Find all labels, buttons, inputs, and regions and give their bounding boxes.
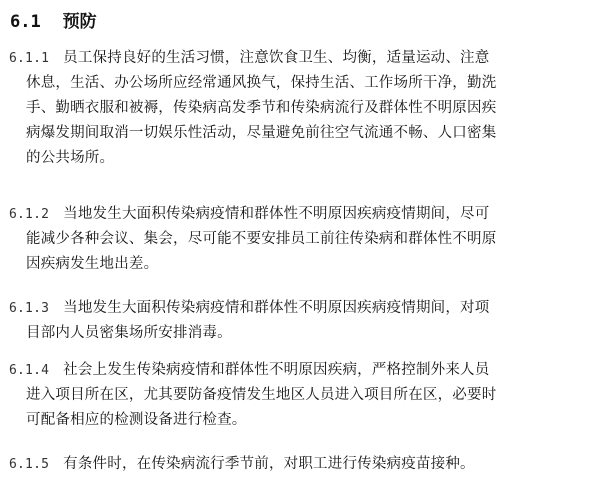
paragraph-line: 进入项目所在区，尤其要防备疫情发生地区人员进入项目所在区，必要时 — [26, 387, 497, 403]
paragraph-number: 6.1.4 — [9, 363, 50, 378]
paragraph-line: 目部内人员密集场所安排消毒。 — [26, 325, 232, 341]
paragraph-line: 能减少各种会议、集会，尽可能不要安排员工前往传染病和群体性不明原 — [26, 231, 497, 247]
paragraph-6-1-1 — [9, 46, 596, 171]
paragraph-line — [9, 202, 596, 227]
paragraph-line — [9, 46, 596, 71]
paragraph-number: 6.1.3 — [9, 301, 50, 316]
paragraph-line: 手、勤晒衣服和被褥，传染病高发季节和传染病流行及群体性不明原因疾 — [26, 100, 497, 116]
paragraph-line: 可配备相应的检测设备进行检查。 — [26, 412, 247, 428]
paragraph-6-1-5 — [9, 452, 596, 477]
paragraph-line: 的公共场所。 — [26, 150, 115, 166]
paragraph-number: 6.1.1 — [9, 51, 50, 66]
paragraph-text: 当地发生大面积传染病疫情和群体性不明原因疾病疫情期间，尽可 — [63, 206, 490, 222]
paragraph-line — [9, 296, 596, 321]
paragraph-text: 员工保持良好的生活习惯，注意饮食卫生、均衡，适量运动、注意 — [63, 50, 490, 66]
section-number: 6.1 — [10, 12, 41, 32]
section-heading — [10, 10, 97, 34]
paragraph-line: 因疾病发生地出差。 — [26, 256, 159, 272]
paragraph-6-1-2 — [9, 202, 596, 277]
paragraph-text: 当地发生大面积传染病疫情和群体性不明原因疾病疫情期间，对项 — [63, 300, 490, 316]
paragraph-line — [9, 452, 596, 477]
section-title: 预防 — [62, 12, 97, 32]
paragraph-line — [9, 358, 596, 383]
paragraph-line: 病爆发期间取消一切娱乐性活动，尽量避免前往空气流通不畅、人口密集 — [26, 125, 497, 141]
paragraph-number: 6.1.5 — [9, 457, 50, 472]
paragraph-6-1-3 — [9, 296, 596, 346]
paragraph-6-1-4 — [9, 358, 596, 433]
paragraph-text: 社会上发生传染病疫情和群体性不明原因疾病，严格控制外来人员 — [63, 362, 490, 378]
paragraph-number: 6.1.2 — [9, 207, 50, 222]
paragraph-text: 有条件时，在传染病流行季节前，对职工进行传染病疫苗接种。 — [63, 456, 475, 472]
paragraph-line: 休息，生活、办公场所应经常通风换气，保持生活、工作场所干净，勤洗 — [26, 75, 497, 91]
